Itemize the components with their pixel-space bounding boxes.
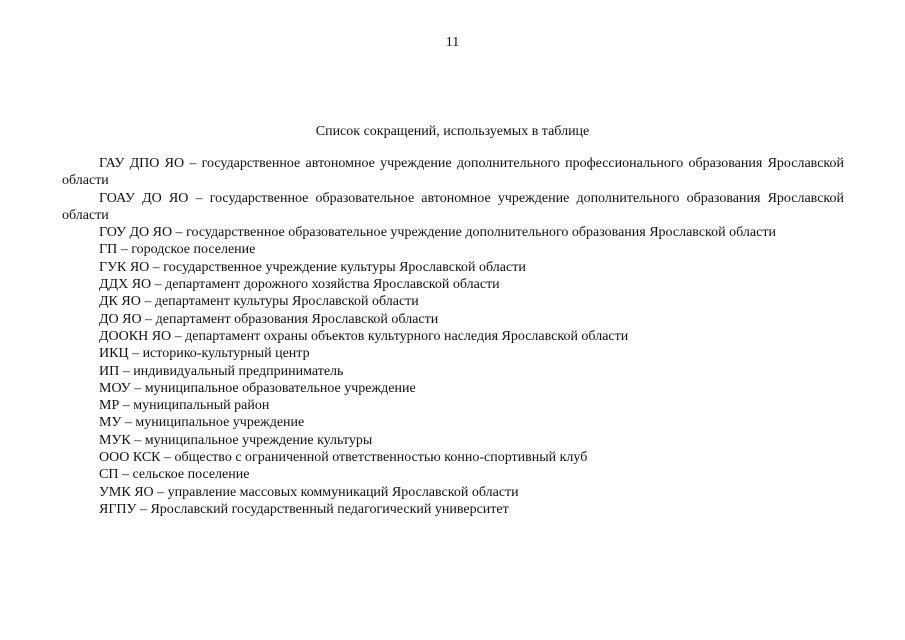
abbreviation-definition: департамент культуры Ярославской области (154, 294, 419, 310)
abbreviation-entry (62, 190, 844, 225)
abbreviation-term: ЯГПУ (99, 501, 137, 517)
abbreviation-entry (62, 259, 844, 276)
separator-dash: – (152, 259, 160, 275)
separator-dash: – (154, 277, 162, 293)
abbreviation-term: ДК ЯО (99, 294, 141, 310)
abbreviation-entry (62, 293, 844, 310)
abbreviation-definition: Ярославский государственный педагогический университет (150, 501, 509, 517)
abbreviation-term: ГОУ ДО ЯО (99, 225, 173, 241)
abbreviation-entry (62, 155, 844, 190)
abbreviation-entry (62, 484, 844, 501)
separator-dash: – (145, 311, 153, 327)
abbreviation-definition: департамент дорожного хозяйства Ярославской области (165, 277, 500, 293)
page-number: 11 (445, 35, 460, 50)
abbreviation-definition: государственное образовательное учреждение дополнительного образования Ярославской области (186, 225, 776, 241)
abbreviation-definition: департамент образования Ярославской области (155, 311, 439, 327)
separator-dash: – (124, 415, 132, 431)
abbreviation-term: МОУ (99, 380, 131, 396)
abbreviation-entry (62, 224, 844, 241)
abbreviation-term: СП (99, 467, 119, 483)
abbreviation-term: ГОАУ ДО ЯО (99, 190, 189, 206)
separator-dash: – (132, 346, 140, 362)
abbreviation-term: ДДХ ЯО (99, 277, 152, 293)
abbreviation-term: ДО ЯО (99, 311, 142, 327)
abbreviation-term: ИП (99, 363, 120, 379)
abbreviation-term: МР (99, 398, 120, 414)
abbreviation-definition: индивидуальный предприниматель (133, 363, 344, 379)
abbreviation-entry (62, 345, 844, 362)
abbreviation-entry (62, 380, 844, 397)
separator-dash: – (121, 467, 129, 483)
separator-dash: – (164, 450, 171, 466)
separator-dash: – (189, 156, 197, 171)
separator-dash: – (122, 363, 130, 379)
separator-dash: – (122, 398, 130, 414)
separator-dash: – (195, 190, 203, 206)
abbreviation-term: УМК ЯО (99, 484, 154, 500)
separator-dash: – (120, 242, 128, 258)
separator-dash: – (139, 501, 147, 517)
abbreviation-definition: историко-культурный центр (142, 346, 310, 362)
abbreviation-definition: городское поселение (131, 242, 256, 258)
abbreviation-definition: государственное учреждение культуры Ярославской области (163, 259, 526, 275)
abbreviation-term: ГАУ ДПО ЯО (99, 156, 185, 171)
abbreviation-definition: управление массовых коммуникаций Ярославской области (167, 484, 519, 500)
page-title: Список сокращений, используемых в таблице (315, 124, 590, 139)
abbreviation-term: ГП (99, 242, 118, 258)
abbreviation-definition: общество с ограниченной ответственностью конно-спортивный клуб (174, 450, 588, 466)
abbreviation-term: ГУК ЯО (99, 259, 150, 275)
abbreviation-definition: муниципальный район (133, 398, 270, 414)
separator-dash: – (134, 380, 142, 396)
abbreviation-term: ИКЦ (99, 346, 129, 362)
abbreviation-definition: муниципальное учреждение культуры (144, 432, 373, 448)
abbreviation-entry (62, 241, 844, 258)
abbreviation-definition: муниципальное учреждение (135, 415, 305, 431)
abbreviation-term: МУК (99, 432, 131, 448)
abbreviation-term: МУ (99, 415, 122, 431)
abbreviation-entry (62, 432, 844, 449)
abbreviation-entry (62, 276, 844, 293)
abbreviation-entry (62, 328, 844, 345)
separator-dash: – (134, 432, 142, 448)
separator-dash: – (174, 328, 182, 344)
abbreviation-definition: муниципальное образовательное учреждение (144, 380, 416, 396)
abbreviation-term: ДООКН ЯО (99, 328, 172, 344)
abbreviation-entry (62, 466, 844, 483)
abbreviation-entry (62, 311, 844, 328)
abbreviation-definition: государственное автономное учреждение дополнительного профессионального образования Ярославской области (62, 156, 844, 189)
abbreviation-term: ООО КСК (99, 450, 161, 466)
separator-dash: – (175, 225, 183, 241)
separator-dash: – (144, 294, 152, 310)
abbreviation-definition: департамент охраны объектов культурного наследия Ярославской области (185, 328, 629, 344)
abbreviation-definition: государственное образовательное автономное учреждение дополнительного образования Ярославской области (62, 190, 845, 223)
abbreviation-entry (62, 449, 844, 466)
abbreviation-entry (62, 501, 844, 518)
abbreviation-entry (62, 363, 844, 380)
abbreviation-entry (62, 397, 844, 414)
abbreviation-definition: сельское поселение (132, 467, 250, 483)
abbreviation-list (62, 155, 844, 518)
separator-dash: – (157, 484, 165, 500)
abbreviation-entry (62, 414, 844, 431)
